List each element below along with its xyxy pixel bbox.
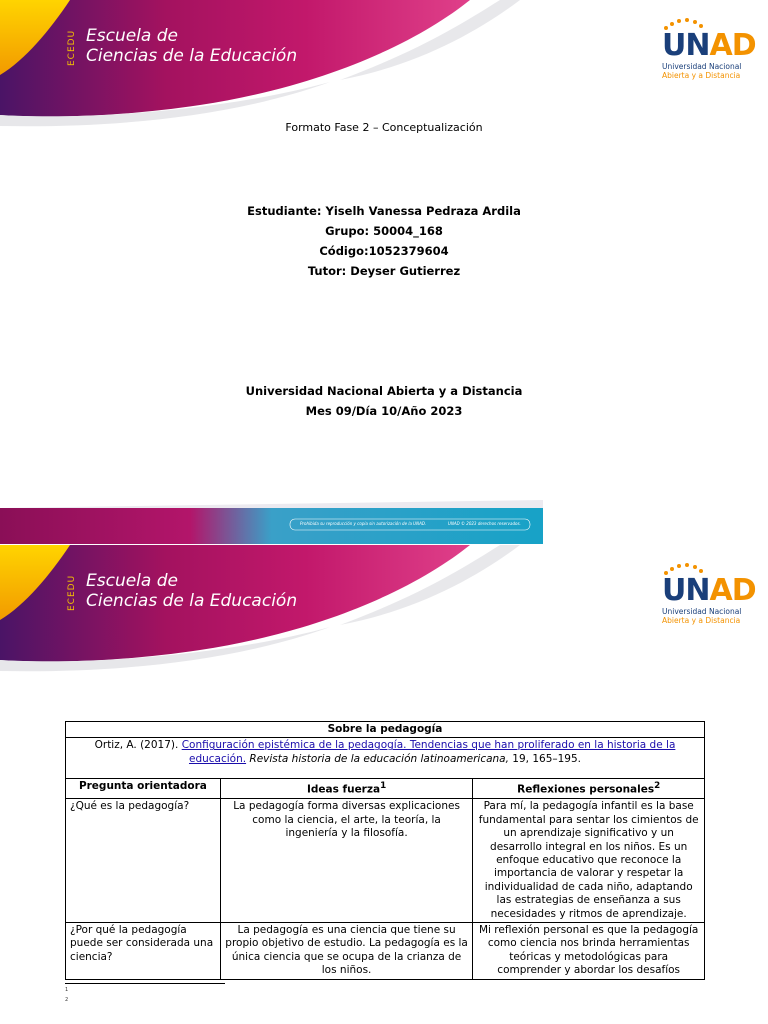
row2-reflexiones: Mi reflexión personal es que la pedagogía como ciencia nos brinda herramientas teóricas y metodológicas para comprender y abordar los desafíos [473,922,705,979]
row2-ideas: La pedagogía es una ciencia que tiene su propio objetivo de estudio. La pedagogía es la única ciencia que se ocupa de la crianza de los niños. [220,922,473,979]
group-number: Grupo: 50004_168 [325,224,443,238]
row1-reflexiones: Para mí, la pedagogía infantil es la base fundamental para sentar los cimientos de un aprendizaje significativo y un desarrollo integral en los niños. Es un enfoque educativo que reconoce la importancia de valorar y respetar la individualidad de cada niño, adaptando las estrategias de enseñanza a sus necesidades y ritmos de aprendizaje. [473,799,705,923]
table-row [66,799,705,923]
header-pregunta [66,779,221,799]
header-reflexiones [473,779,705,799]
logo-letter-u: U [662,28,686,63]
reference-row [66,738,705,779]
header-row [66,779,705,799]
unad-logo [662,18,762,88]
school-name-2 [86,571,297,611]
footnote-ref-1: 1 [380,781,387,792]
tutor-name: Tutor: Deyser Gutierrez [307,264,461,278]
reference-pages: 19, 165–195. [508,752,581,765]
content-page [0,545,768,1024]
table-row [66,922,705,979]
header-ideas [220,779,473,799]
table-title-row [66,722,705,738]
logo-subtitle-1: Universidad Nacional [662,62,742,71]
logo-letter-u: U [662,573,686,608]
unad-logo-2 [662,563,762,633]
university-name: Universidad Nacional Abierta y a Distancia [245,384,523,398]
logo-letters-ad: AD [709,573,756,608]
header-banner-2 [0,545,768,680]
document-date: Mes 09/Día 10/Año 2023 [305,404,463,418]
unad-wordmark [662,573,756,608]
unad-wordmark [662,28,756,63]
reference-journal: Revista historia de la educación latinoamericana, [246,752,509,765]
footnote-separator [65,983,225,984]
logo-subtitle-2: Abierta y a Distancia [662,616,741,625]
reference-link[interactable]: Configuración epistémica de la pedagogía. Tendencias que han proliferado en la historia de la educación. [181,739,676,765]
logo-subtitle-2: Abierta y a Distancia [662,71,741,80]
school-name [86,26,297,66]
school-name-line1: Escuela de [86,26,178,46]
footnote-2: 2 [65,997,69,1003]
reference-author: Ortiz, A. (2017). [94,739,182,752]
footnote-ref-2: 2 [654,781,661,792]
footnote-1: 1 [65,987,69,993]
footer-copyright-notice: Prohibida su reproducción y copia sin autorización de la UNAD. [300,521,427,526]
document-subtitle: Formato Fase 2 – Conceptualización [285,121,483,134]
header-ideas-label: Ideas fuerza [306,783,381,796]
school-name-line2: Ciencias de la Educación [86,591,298,611]
footer-rights-notice: UNAD © 2023 derechos reservados. [448,521,521,526]
ecedu-tag-2: ECEDU [67,574,77,611]
header-reflexiones-label: Reflexiones personales [517,783,655,796]
school-name-line2: Ciencias de la Educación [86,46,298,66]
school-name-line1: Escuela de [86,571,178,591]
row2-pregunta: ¿Por qué la pedagogía puede ser considerada una ciencia? [66,922,221,979]
logo-letters-ad: AD [709,28,756,63]
logo-letter-n: N [685,28,710,63]
row1-ideas: La pedagogía forma diversas explicaciones como la ciencia, el arte, la teoría, la ingeniería y la filosofía. [220,799,473,923]
logo-letter-n: N [685,573,710,608]
header-banner [0,0,768,135]
student-name: Estudiante: Yiselh Vanessa Pedraza Ardila [247,204,521,218]
logo-subtitle-1: Universidad Nacional [662,607,742,616]
header-pregunta-label: Pregunta orientadora [78,780,207,793]
ecedu-tag: ECEDU [67,29,77,66]
pedagogy-table [65,721,705,980]
student-code: Código:1052379604 [319,244,449,258]
reference-cell [66,738,705,779]
row1-pregunta: ¿Qué es la pedagogía? [66,799,221,923]
table-title: Sobre la pedagogía [66,722,705,738]
